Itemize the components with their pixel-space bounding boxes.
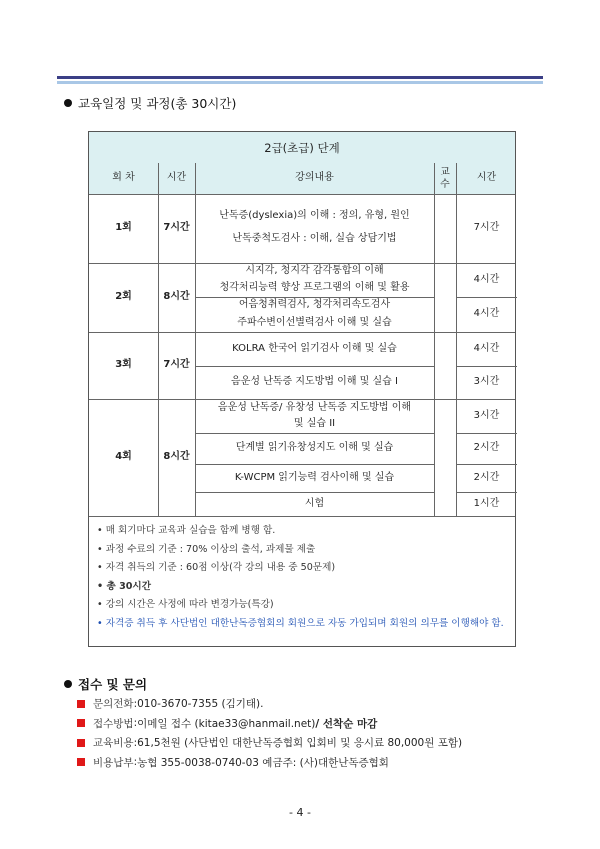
row-1-hours: 7시간 <box>163 222 190 234</box>
row-3-lecture-hours-1: 4시간 <box>473 342 500 354</box>
row-4-lecture-1: 음운성 난독증/ 유창성 난독증 지도방법 이해 <box>217 401 412 413</box>
row-2-lecture-3: 어음청취력검사, 청각처리속도검사 <box>238 299 391 311</box>
row-2-lecture-4: 주파수변이선별력검사 이해 및 실습 <box>237 317 392 329</box>
note-3: • 자격 취득의 기준 : 60점 이상(각 강의 내용 중 50문제) <box>97 562 336 573</box>
schedule-table <box>88 131 516 647</box>
row-2-lecture-hours-1: 4시간 <box>473 273 500 285</box>
row-4-lecture-1-cont: 및 실습 II <box>293 417 336 429</box>
row-4-hours: 8시간 <box>163 451 190 463</box>
contact-phone: 문의전화 : 010-3670-7355 (김기태). <box>77 694 537 714</box>
row-4-lecture-hours-2: 2시간 <box>473 442 500 454</box>
row-1-lecture-hours: 7시간 <box>473 222 500 234</box>
row-2-round: 2회 <box>115 291 132 303</box>
header-rule-light <box>57 81 543 84</box>
row-4-lecture-4: 시험 <box>304 497 325 509</box>
bullet-icon <box>64 680 72 688</box>
table-title: 2급(초급) 단계 <box>89 132 515 164</box>
row-2-hours: 8시간 <box>163 291 190 303</box>
row-4-lecture-hours-4: 1시간 <box>473 497 500 509</box>
row-1-lecture-2: 난독중척도검사 : 이해, 실습 상담기법 <box>232 232 397 244</box>
note-1: • 매 회기마다 교육과 실습을 함께 병행 함. <box>97 525 276 536</box>
bullet-icon <box>64 99 72 107</box>
header-rule-dark <box>57 76 543 79</box>
row-4-lecture-2: 단계별 읽기유창성지도 이해 및 실습 <box>235 442 394 454</box>
row-3-lecture-hours-2: 3시간 <box>473 376 500 388</box>
section-title-contact: 접수 및 문의 <box>64 675 147 693</box>
header-content: 강의내용 <box>295 172 334 184</box>
row-2-lecture-2: 청각처리능력 향상 프로그램의 이해 및 활용 <box>219 282 410 294</box>
row-2-lecture-1: 시지각, 청지각 감각통합의 이해 <box>245 265 384 277</box>
table-notes <box>89 516 515 645</box>
row-3-lecture-1: KOLRA 한국어 읽기검사 이해 및 실습 <box>232 342 397 354</box>
contact-list <box>77 694 537 772</box>
note-2: • 과정 수료의 기준 : 70% 이상의 출석, 과제물 제출 <box>97 543 316 555</box>
header-hours: 시간 <box>166 172 187 184</box>
note-6: • 자격증 취득 후 사단법인 대한난독증협회의 회원으로 자동 가입되며 회원의 의무를 이행해야 함. <box>97 617 504 629</box>
row-4-lecture-hours-3: 2시간 <box>473 471 500 483</box>
note-5: • 강의 시간은 사정에 따라 변경가능(특강) <box>97 599 274 610</box>
row-3-round: 3회 <box>115 359 132 371</box>
contact-method: 접수방법 : 이메일 접수 (kitae33@hanmail.net) / 선착순 마감 <box>77 714 537 734</box>
contact-fee: 교육비용 : 61,5천원 (사단법인 대한난독증협회 입회비 및 응시료 80,000원 포함) <box>77 733 537 753</box>
page-number: - 4 - <box>289 806 311 819</box>
row-4-lecture-3: K-WCPM 읽기능력 검사이해 및 실습 <box>234 471 395 483</box>
contact-payment: 비용납부 : 농협 355-0038-0740-03 예금주: (사)대한난독증협회 <box>77 753 537 773</box>
red-square-bullet-icon <box>77 700 85 708</box>
red-square-bullet-icon <box>77 758 85 766</box>
row-4-lecture-hours-1: 3시간 <box>473 409 500 421</box>
section-title-schedule: 교육일정 및 과정(총 30시간) <box>64 94 236 112</box>
red-square-bullet-icon <box>77 719 85 727</box>
row-3-lecture-2: 음운성 난독증 지도방법 이해 및 실습 I <box>231 376 398 388</box>
row-4-round: 4회 <box>115 451 132 463</box>
row-1-round: 1회 <box>115 222 132 234</box>
note-4: • 총 30시간 <box>97 580 151 592</box>
red-square-bullet-icon <box>77 739 85 747</box>
row-3-hours: 7시간 <box>163 359 190 371</box>
header-lecture-hours: 시간 <box>476 172 497 184</box>
header-round: 회 차 <box>112 172 135 184</box>
row-1-lecture-1: 난독증(dyslexia)의 이해 : 정의, 유형, 원인 <box>219 209 410 221</box>
header-professor: 교 수 <box>440 166 450 190</box>
row-2-lecture-hours-2: 4시간 <box>473 308 500 320</box>
